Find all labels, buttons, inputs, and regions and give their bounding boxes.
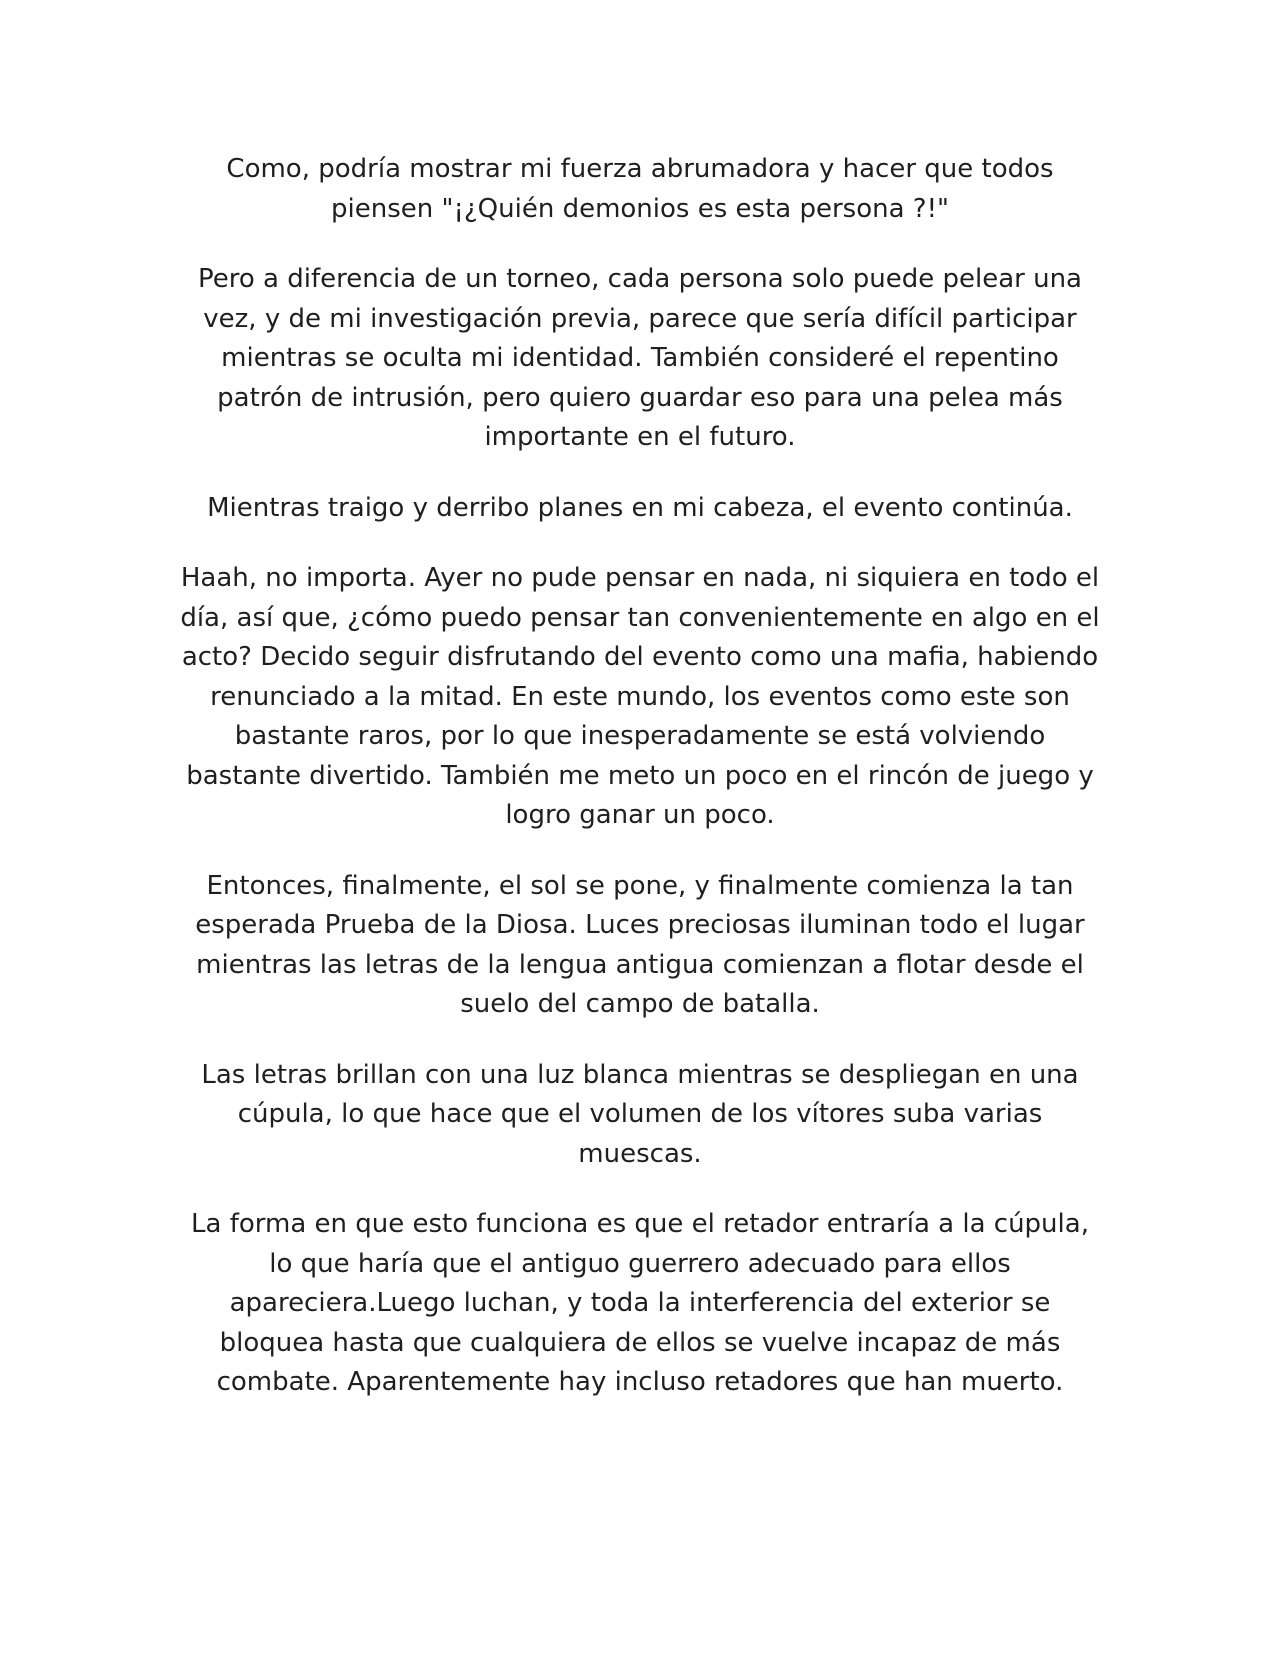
- document-body: [180, 150, 1100, 1434]
- paragraph-6: Las letras brillan con una luz blanca mientras se despliegan en una cúpula, lo que hace que el volumen de los vítores suba varias muescas.: [201, 1059, 1079, 1169]
- paragraph-5: Entonces, finalmente, el sol se pone, y finalmente comienza la tan esperada Prueba de la Diosa. Luces preciosas iluminan todo el lugar mientras las letras de la lengua antigua comienzan a flotar desde el suelo del campo de batalla.: [195, 870, 1085, 1019]
- paragraph-7: La forma en que esto funciona es que el retador entraría a la cúpula, lo que haría que el antiguo guerrero adecuado para ellos apareciera.Luego luchan, y toda la interferencia del exterior se bloquea hasta que cualquiera de ellos se vuelve incapaz de más combate. Aparentemente hay incluso retadores que han muerto.: [191, 1209, 1089, 1397]
- paragraph-1: Como, podría mostrar mi fuerza abrumadora y hacer que todos piensen "¡¿Quién demonios es esta persona ?!": [226, 154, 1054, 224]
- paragraph-2: Pero a diferencia de un torneo, cada persona solo puede pelear una vez, y de mi investigación previa, parece que sería difícil participar mientras se oculta mi identidad. También consideré el repentino patrón de intrusión, pero quiero guardar eso para una pelea más importante en el futuro.: [198, 264, 1082, 452]
- paragraph-4: Haah, no importa. Ayer no pude pensar en nada, ni siquiera en todo el día, así que, ¿cómo puedo pensar tan convenientemente en algo en el acto? Decido seguir disfrutando del evento como una mafia, habiendo renunciado a la mitad. En este mundo, los eventos como este son bastante raros, por lo que inesperadamente se está volviendo bastante divertido. También me meto un poco en el rincón de juego y logro ganar un poco.: [180, 563, 1100, 830]
- paragraph-3: Mientras traigo y derribo planes en mi cabeza, el evento continúa.: [207, 492, 1073, 523]
